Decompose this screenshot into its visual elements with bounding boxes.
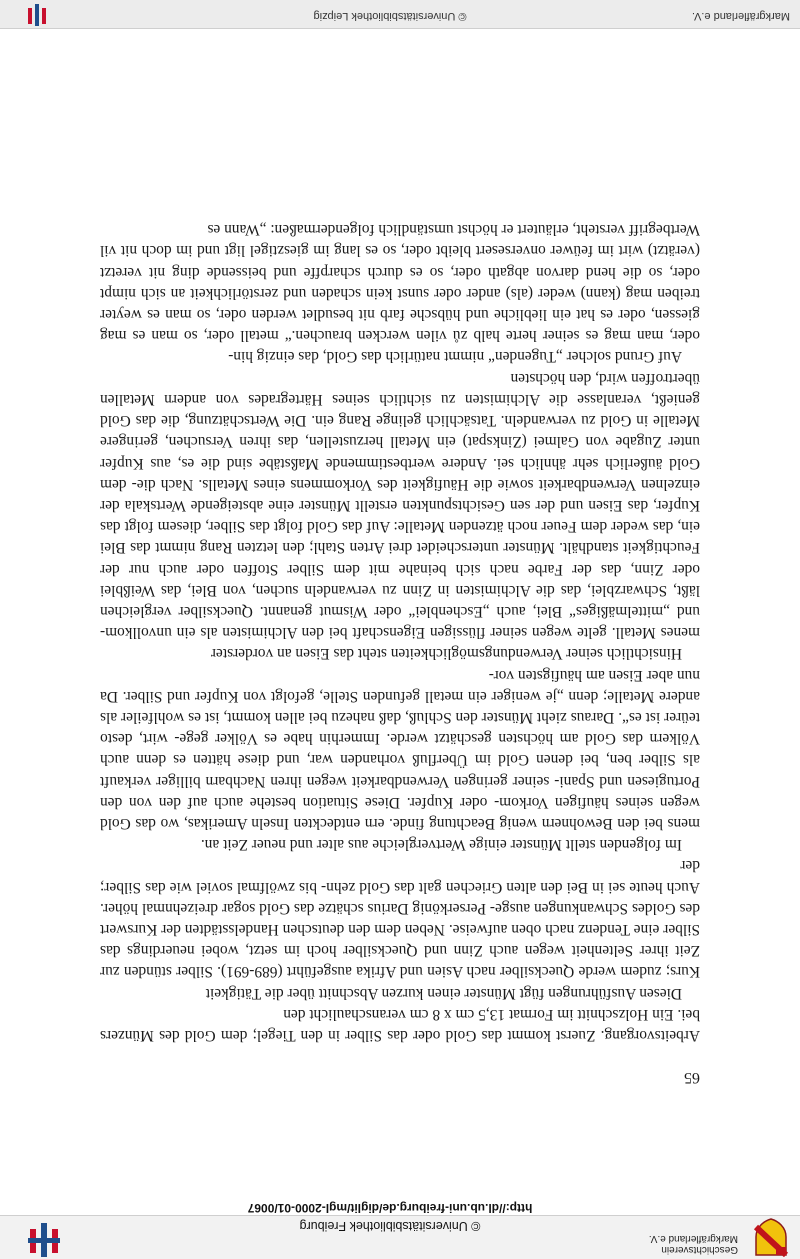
paragraph: mens bei den Bewohnern wenig Beachtung finde. ern entdeckten Inseln Amerikas, wo das Gold wegen seines häufigen Vorkom- oder Kupfer. Diese Situation bestehe auch auf den von den Portugiesen und Spani- seiner geringen Verwendbarkeit wegen ihren Nachbarn billiger verkauft als Silber ben, bei denen Gold im Überfluß vorhanden war, und diese hätten es denn auch Völkern das Gold am höchsten geschätzt werde. Immerhin habe es Völker gege- wirt, desto teürer ist es“. Daraus zieht Münster den Schluß, daß nahezu bei allen kommt, ist es wohlfeiler als andere Metalle; denn „je weniger ein metall gefunden Stelle, gefolgt von Kupfer und Silber. Da nun aber Eisen am häufigsten vor- (100, 666, 700, 832)
paragraph: Im folgenden stellt Münster einige Wertvergleiche aus alter und neuer Zeit an. (200, 836, 682, 854)
paragraph: Auf Grund solcher „Tugenden“ nimmt natürlich das Gold, das einzig hin- (228, 348, 682, 366)
paragraph: Diesen Ausführungen fügt Münster einen kurzen Abschnitt über die Tätigkeit (205, 984, 682, 1002)
coat-of-arms-icon (744, 1217, 792, 1257)
paragraph: Arbeitsvorgang. Zuerst kommt das Gold oder das Silber in den Tiegel; dem Gold des Münzers bei. Ein Holzschnitt im Format 13,5 cm x 8 cm veranschaulicht den (100, 1005, 700, 1044)
paragraph: Hinsichtlich seiner Verwendungsmöglichkeiten steht das Eisen an vorderster (210, 645, 682, 663)
society-name: Geschichtsverein Markgräflerland e.V. (648, 1233, 738, 1255)
library-copyright: © Universitätsbibliothek Freiburg (299, 1219, 481, 1234)
permalink-url[interactable]: http://dl.ub.uni-freiburg.de/diglit/mgl-2000-01/0067 (247, 1201, 533, 1216)
footer-org: Markgräflerland e.V. (691, 10, 790, 22)
footer-copyright: © Universitätsbibliothek Leipzig (313, 10, 467, 22)
library-logo-small-icon (26, 2, 48, 26)
body-text (100, 219, 700, 1046)
page-number: 65 (684, 1069, 700, 1086)
paragraph: Kurs; zudem werde Quecksilber nach Asien und Afrika ausgeführt (689-691). Silber stünden zur Zeit ihrer Seltenheit wegen auch Zinn und Quecksilber hoch im setzt, wobei neuerdings das Silber eine Tendenz nach oben aufweise. Neben dem den deutschen Handelsstädten der Kurswert des Goldes Schwankungen ausge- Perserkönig Darius schätze das Gold sogar dreizehnmal höher. Auch heute sei in Bei den alten Griechen galt das Gold zehn- bis zwölfmal soviel wie das Silber; der (100, 857, 700, 981)
viewer-footer-bar (0, 0, 800, 29)
library-logo-icon (26, 1217, 62, 1257)
paragraph: menes Metall. gelte wegen seiner flüssigen Eigenschaft bei den Alchimisten als ein unvollkom- und „mittelmäßiges“ Blei, auch „Eschenblei“ oder Wismut genannt. Quecksilber vergleichen läßt, Schwarzblei, das die Alchimisten in Zinn zu verwandeln suchen, von Blei, das Weißblei oder Zinn, das der Farbe nach sich beinahe mit dem Silber Stoffen oder auch nur der Feuchtigkeit standhält. Münster unterscheidet drei Arten Stahl; den letzten Rang nimmt das Blei ein, das weder dem Feuer noch ätzenden Metalle: Auf das Gold folgt das Silber, diesem folgt das Kupfer, das Eisen und der sen Gesichtspunkten erstellt Münster eine absteigende Wertskala der einzelnen Verwendbarkeit sowie die Häufigkeit des Vorkommens eines Metalls. Nach die- dem Gold äußerlich sehr ähnlich sei. Andere wertbestimmende Maßstäbe sind die es, aus Kupfer unter Zugabe von Galmei (Zinkspat) ein Metall herzustellen, das ihren Versuchen, geringere Metalle in Gold zu verwandeln. Tatsächlich gelinge Rang ein. Die Wertschätzung, die das Gold genießt, veranlasse die Alchimisten zu sichtlich seines Härtegrades von andern Metallen übertroffen wird, den höchsten (100, 369, 700, 642)
viewer-header-bar (0, 1201, 800, 1259)
paragraph: oder, man mag es seiner herte halb zů vilen wercken brauchen.“ metall oder, so man es mag giessen, oder es hat ein liebliche und hübsche farb nit besudlet werden oder, so man es weyter treiben mag (kann) weder (als) ander oder sunst kein schaden und zerstörlichkeit an sich nimpt oder, so die hend darvon abgath oder, so es durch scharpffe und beissende ding nit veretzt (verätzt) wirt im feüwer onversesert bleibt oder, so es lang im giesztigel ligt und im doch nit vil Wertbegriff versteht, erläutert er höchst umständlich folgendermaßen: „Wann es (100, 221, 700, 345)
